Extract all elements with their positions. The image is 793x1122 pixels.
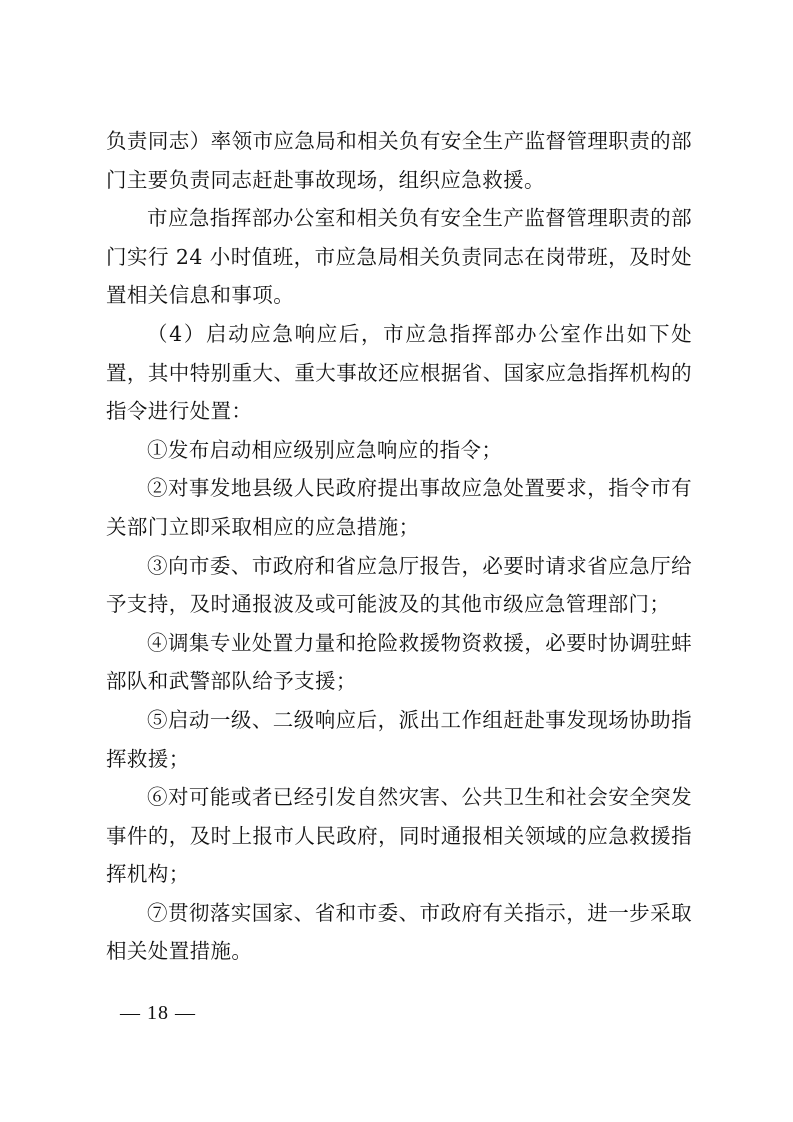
list-item-6: ⑥对可能或者已经引发自然灾害、公共卫生和社会安全突发事件的，及时上报市人民政府，同时通报相关领域的应急救援指挥机构； xyxy=(106,785,692,887)
list-item-2: ②对事发地县级人民政府提出事故应急处置要求，指令市有关部门立即采取相应的应急措施； xyxy=(106,476,692,539)
list-item-7: ⑦贯彻落实国家、省和市委、市政府有关指示，进一步采取相关处置措施。 xyxy=(106,900,692,964)
document-body xyxy=(106,122,692,971)
paragraph-2: 市应急指挥部办公室和相关负有安全生产监督管理职责的部门实行 24 小时值班，市应急局相关负责同志在岗带班，及时处置相关信息和事项。 xyxy=(106,206,692,308)
page-number: — 18 — xyxy=(120,1002,196,1024)
paragraph-3: （4）启动应急响应后，市应急指挥部办公室作出如下处置，其中特别重大、重大事故还应根据省、国家应急指挥机构的指令进行处置： xyxy=(106,321,692,424)
list-item-3: ③向市委、市政府和省应急厅报告，必要时请求省应急厅给予支持，及时通报波及或可能波及的其他市级应急管理部门； xyxy=(106,553,692,617)
paragraph-1: 负责同志）率领市应急局和相关负有安全生产监督管理职责的部门主要负责同志赶赴事故现场，组织应急救援。 xyxy=(106,129,692,192)
list-item-1: ①发布启动相应级别应急响应的指令； xyxy=(147,437,503,462)
list-item-5: ⑤启动一级、二级响应后，派出工作组赶赴事发现场协助指挥救援； xyxy=(106,707,692,771)
list-item-4: ④调集专业处置力量和抢险救援物资救援，必要时协调驻蚌部队和武警部队给予支援； xyxy=(106,630,692,694)
